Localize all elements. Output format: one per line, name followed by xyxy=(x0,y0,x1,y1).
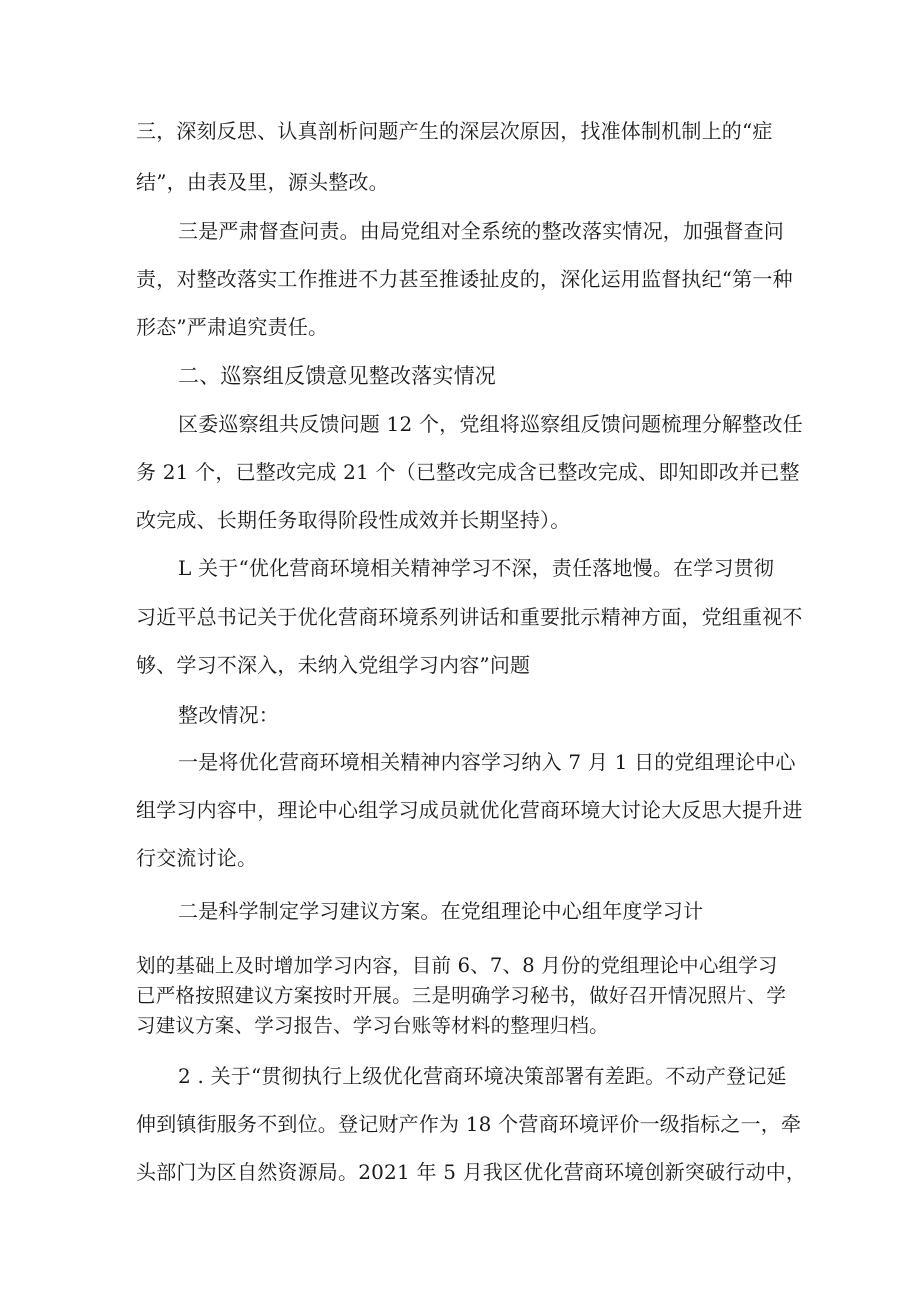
paragraph-start: 二是科学制定学习建议方案。在党组理论中心组年度学习计 xyxy=(178,899,704,923)
paragraph-start: L 关于“优化营商环境相关精神学习不深，责任落地慢。在学习贯彻 xyxy=(178,556,775,580)
section-heading: 二、巡察组反馈意见整改落实情况 xyxy=(178,364,496,388)
text-line: 头部门为区自然资源局。2021 年 5 月我区优化营商环境创新突破行动中， xyxy=(136,1160,807,1184)
text-line: 组学习内容中，理论中心组学习成员就优化营商环境大讨论大反思大提升进 xyxy=(136,798,803,822)
text-line: 责，对整改落实工作推进不力甚至推诿扯皮的，深化运用监督执纪“第一种 xyxy=(136,267,793,291)
text-line: 三，深刻反思、认真剖析问题产生的深层次原因，找准体制机制上的“症 xyxy=(136,119,773,143)
text-line: 已严格按照建议方案按时开展。三是明确学习秘书，做好召开情况照片、学 xyxy=(136,984,787,1007)
subheading: 整改情况： xyxy=(178,703,279,727)
text-line: 务 21 个，已整改完成 21 个（已整改完成含已整改完成、即知即改并已整 xyxy=(136,460,800,484)
text-line: 结”，由表及里，源头整改。 xyxy=(136,170,389,194)
text-line: 改完成、长期任务取得阶段性成效并长期坚持）。 xyxy=(136,508,571,532)
text-line: 形态”严肃追究责任。 xyxy=(136,315,329,339)
paragraph-start: 一是将优化营商环境相关精神内容学习纳入 7 月 1 日的党组理论中心 xyxy=(178,750,796,774)
text-line: 划的基础上及时增加学习内容，目前 6、7、8 月份的党组理论中心组学习 xyxy=(136,954,778,977)
text-line: 习近平总书记关于优化营商环境系列讲话和重要批示精神方面，党组重视不 xyxy=(136,605,803,629)
text-line: 伸到镇街服务不到位。登记财产作为 18 个营商环境评价一级指标之一，牵 xyxy=(136,1112,802,1136)
text-line: 习建议方案、学习报告、学习台账等材料的整理归档。 xyxy=(136,1014,609,1037)
paragraph-start: 2 . 关于“贯彻执行上级优化营商环境决策部署有差距。不动产登记延 xyxy=(178,1064,787,1088)
paragraph-start: 区委巡察组共反馈问题 12 个，党组将巡察组反馈问题梳理分解整改任 xyxy=(178,412,803,436)
paragraph-start: 三是严肃督查问责。由局党组对全系统的整改落实情况，加强督查问 xyxy=(178,219,784,243)
text-line: 够、学习不深入，未纳入党组学习内容”问题 xyxy=(136,653,531,677)
text-line: 行交流讨论。 xyxy=(136,846,258,870)
